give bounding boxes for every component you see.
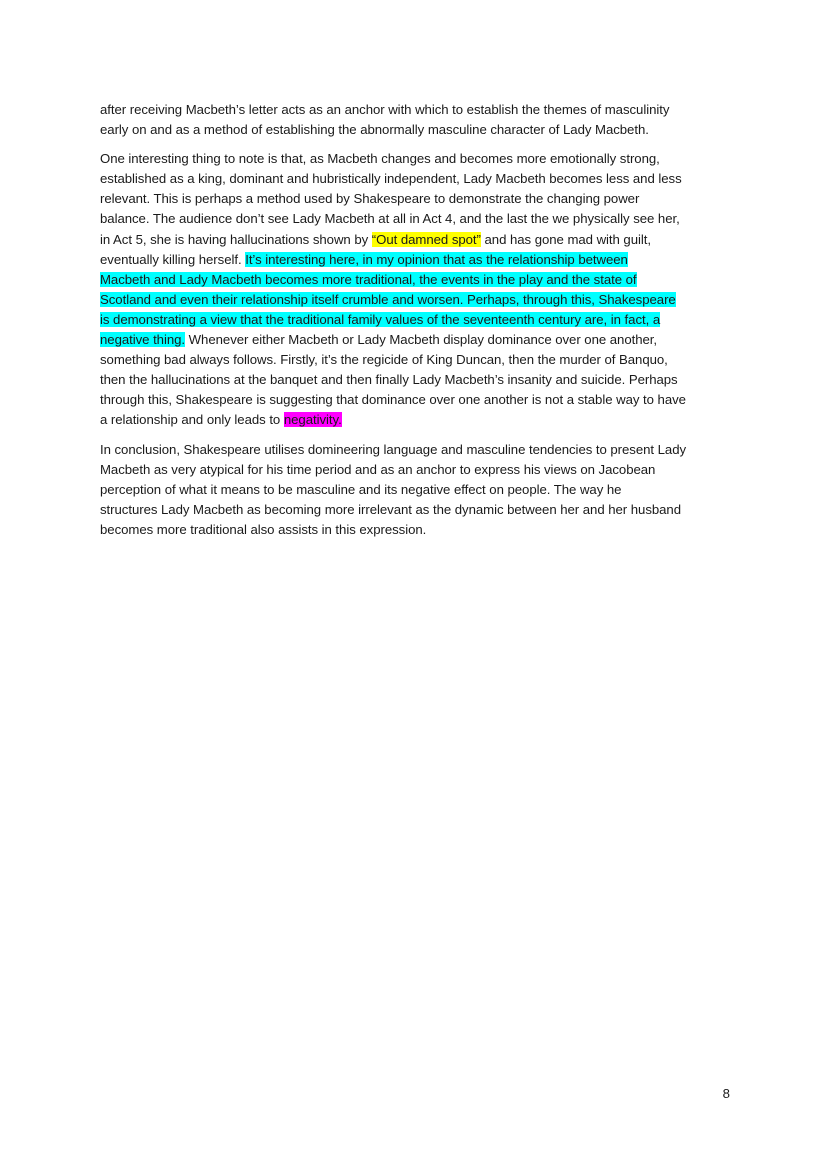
text-segment: Macbeth as very atypical for his time period and as an anchor to express his views on Jacobean bbox=[100, 461, 656, 477]
text-line bbox=[100, 480, 730, 500]
highlighted-text-cyan: Macbeth and Lady Macbeth becomes more traditional, the events in the play and the state of bbox=[100, 271, 637, 287]
text-line bbox=[100, 350, 730, 370]
text-segment: something bad always follows. Firstly, it’s the regicide of King Duncan, then the murder of Banquo, bbox=[100, 352, 668, 368]
text-segment: perception of what it means to be masculine and its negative effect on people. The way he bbox=[100, 481, 622, 497]
highlighted-text-cyan: negative thing. bbox=[100, 332, 186, 348]
paragraph bbox=[100, 149, 730, 430]
text-segment: established as a king, dominant and hubristically independent, Lady Macbeth becomes less and less bbox=[100, 171, 682, 187]
highlighted-text-yellow: “Out damned spot” bbox=[371, 231, 481, 247]
text-line bbox=[100, 149, 730, 169]
essay-body bbox=[100, 100, 730, 549]
text-segment: relevant. This is perhaps a method used by Shakespeare to demonstrate the changing power bbox=[100, 191, 640, 207]
text-line bbox=[100, 500, 730, 520]
text-line bbox=[100, 390, 730, 410]
text-segment: structures Lady Macbeth as becoming more irrelevant as the dynamic between her and her husband bbox=[100, 501, 682, 517]
text-line bbox=[100, 310, 730, 330]
text-line bbox=[100, 189, 730, 209]
text-line bbox=[100, 209, 730, 229]
text-line bbox=[100, 120, 730, 140]
text-line bbox=[100, 230, 730, 250]
text-segment: balance. The audience don’t see Lady Macbeth at all in Act 4, and the last the we physically see her, bbox=[100, 211, 680, 227]
text-segment: in Act 5, she is having hallucinations shown by bbox=[100, 231, 372, 247]
text-segment: early on and as a method of establishing the abnormally masculine character of Lady Macbeth. bbox=[100, 122, 649, 138]
text-line bbox=[100, 330, 730, 350]
highlighted-text-cyan: It’s interesting here, in my opinion that as the relationship between bbox=[245, 251, 628, 267]
text-segment: One interesting thing to note is that, as Macbeth changes and becomes more emotionally strong, bbox=[100, 151, 660, 167]
text-segment: a relationship and only leads to bbox=[100, 412, 284, 428]
text-segment: eventually killing herself. bbox=[100, 251, 246, 267]
text-segment: through this, Shakespeare is suggesting that dominance over one another is not a stable way to have bbox=[100, 392, 686, 408]
text-segment: In conclusion, Shakespeare utilises domineering language and masculine tendencies to present Lady bbox=[100, 441, 687, 457]
highlighted-text-magenta: negativity. bbox=[283, 412, 342, 428]
text-line bbox=[100, 270, 730, 290]
text-line bbox=[100, 169, 730, 189]
paragraph bbox=[100, 440, 730, 540]
paragraph bbox=[100, 100, 730, 140]
page-number: 8 bbox=[722, 1086, 730, 1101]
text-line bbox=[100, 520, 730, 540]
text-line bbox=[100, 460, 730, 480]
text-line bbox=[100, 370, 730, 390]
text-segment: after receiving Macbeth’s letter acts as an anchor with which to establish the themes of masculinity bbox=[100, 102, 670, 117]
text-line bbox=[100, 290, 730, 310]
text-segment: becomes more traditional also assists in this expression. bbox=[100, 521, 427, 537]
text-segment: then the hallucinations at the banquet and then finally Lady Macbeth’s insanity and suicide. Perhaps bbox=[100, 372, 678, 388]
text-line bbox=[100, 100, 730, 120]
highlighted-text-cyan: Scotland and even their relationship itself crumble and worsen. Perhaps, through this, Shakespeare bbox=[100, 291, 676, 307]
text-line bbox=[100, 440, 730, 460]
text-segment: and has gone mad with guilt, bbox=[480, 231, 651, 247]
highlighted-text-cyan: is demonstrating a view that the traditional family values of the seventeenth century are, in fact, a bbox=[100, 311, 661, 327]
text-line bbox=[100, 410, 730, 430]
text-line bbox=[100, 250, 730, 270]
text-segment: Whenever either Macbeth or Lady Macbeth display dominance over one another, bbox=[185, 332, 658, 348]
